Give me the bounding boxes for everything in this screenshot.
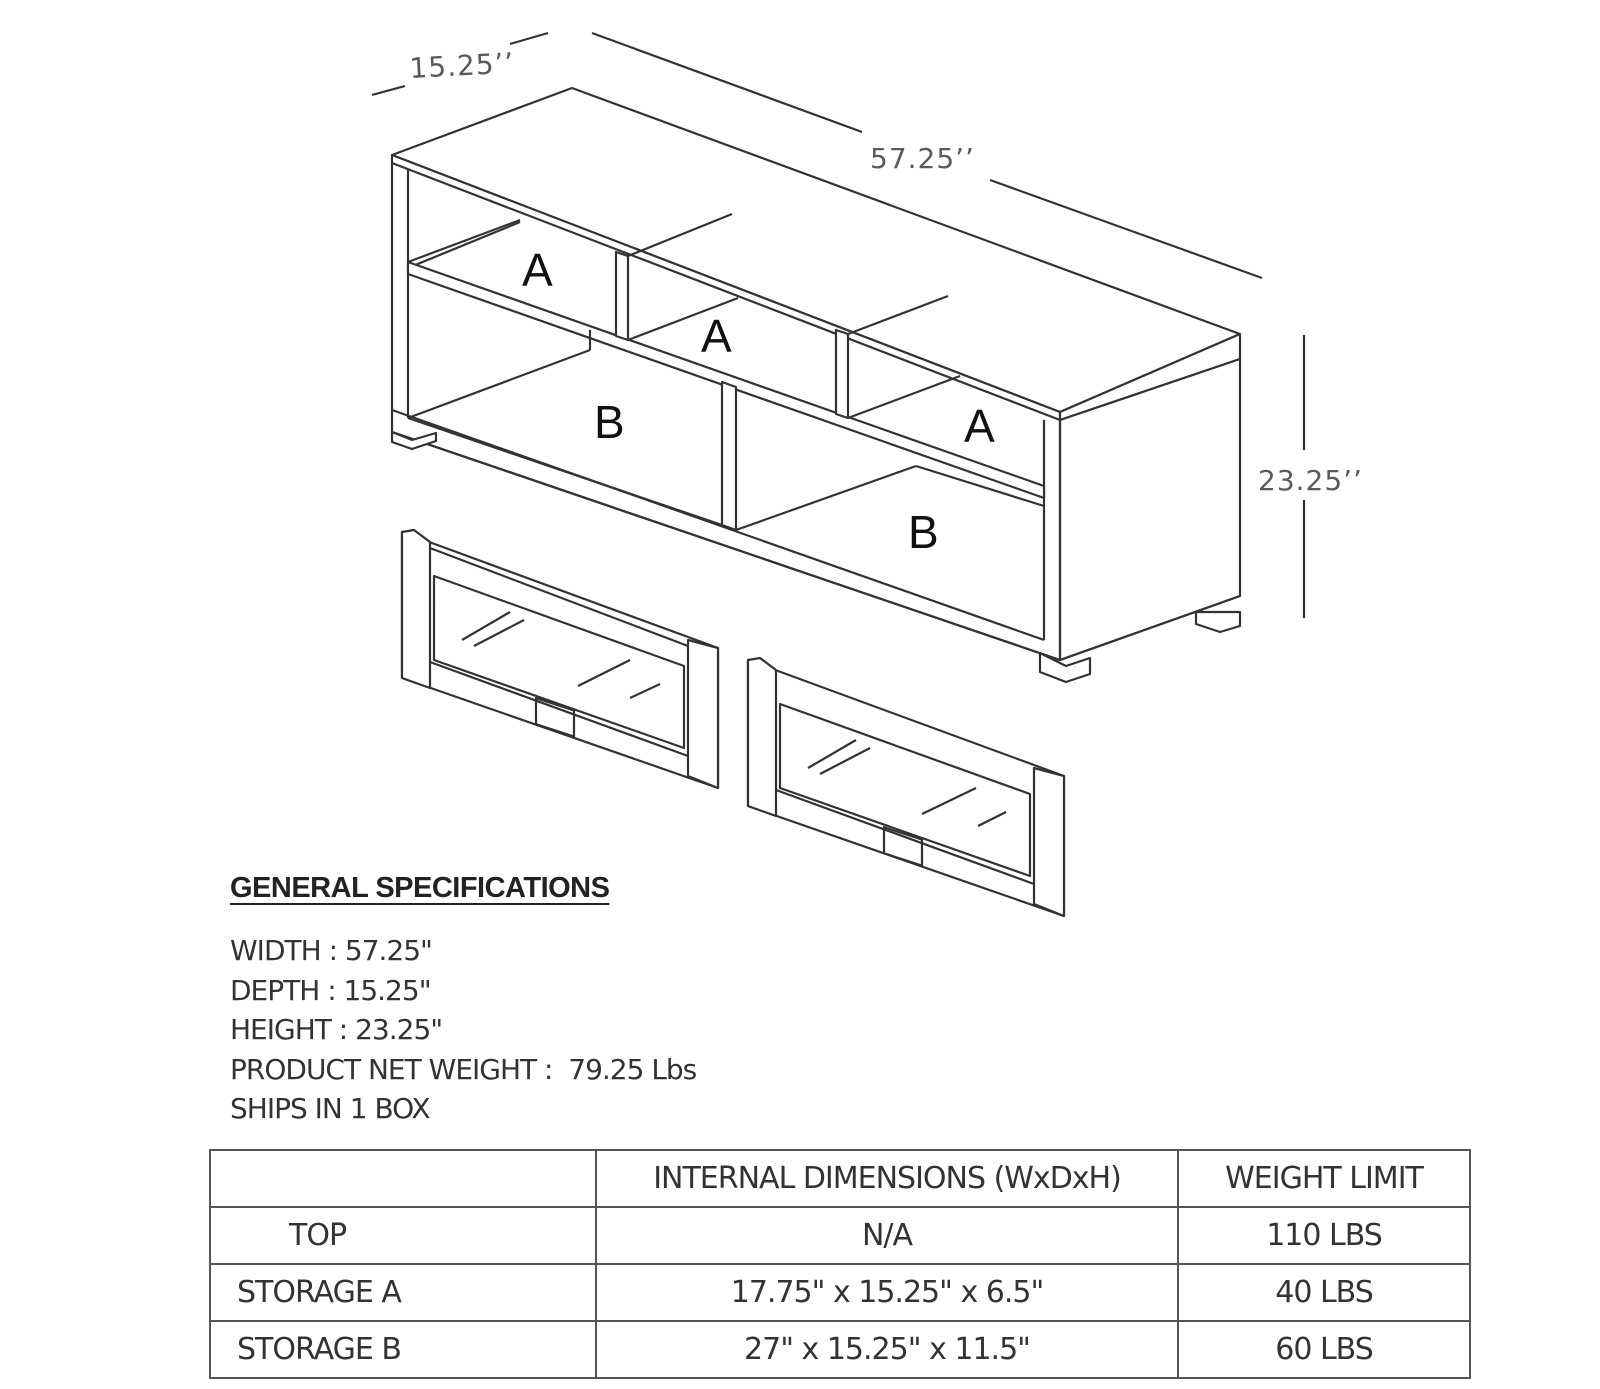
table-header-weight-limit: WEIGHT LIMIT bbox=[1178, 1150, 1470, 1207]
row-weight-limit: 60 LBS bbox=[1178, 1321, 1470, 1378]
table-row bbox=[210, 1207, 1470, 1264]
right-glass-door bbox=[748, 658, 1064, 916]
row-weight-limit: 40 LBS bbox=[1178, 1264, 1470, 1321]
row-label: TOP bbox=[210, 1207, 596, 1264]
width-dimension-label: 57.25’’ bbox=[870, 142, 975, 175]
table-header-empty bbox=[210, 1150, 596, 1207]
spec-height: HEIGHT : 23.25" bbox=[230, 1013, 443, 1046]
table-row bbox=[210, 1264, 1470, 1321]
general-specifications bbox=[230, 872, 696, 1129]
row-weight-limit: 110 LBS bbox=[1178, 1207, 1470, 1264]
compartment-a-middle: A bbox=[701, 310, 732, 362]
row-dimensions: 17.75" x 15.25" x 6.5" bbox=[596, 1264, 1178, 1321]
row-dimensions: N/A bbox=[596, 1207, 1178, 1264]
spec-weight: PRODUCT NET WEIGHT : 79.25 Lbs bbox=[230, 1052, 697, 1086]
weight-limits-table bbox=[209, 1149, 1471, 1379]
table-row bbox=[210, 1321, 1470, 1378]
left-glass-door bbox=[402, 530, 718, 788]
height-dimension-label: 23.25’’ bbox=[1258, 464, 1363, 497]
spec-boxes: SHIPS IN 1 BOX bbox=[230, 1092, 430, 1125]
table-header-dimensions: INTERNAL DIMENSIONS (WxDxH) bbox=[596, 1150, 1178, 1207]
row-label: STORAGE B bbox=[210, 1321, 596, 1378]
compartment-a-left: A bbox=[522, 244, 553, 296]
compartment-a-right: A bbox=[964, 400, 995, 452]
depth-dimension-label: 15.25’’ bbox=[408, 46, 516, 85]
spec-width: WIDTH : 57.25" bbox=[230, 934, 432, 967]
row-dimensions: 27" x 15.25" x 11.5" bbox=[596, 1321, 1178, 1378]
specifications-title: GENERAL SPECIFICATIONS bbox=[230, 872, 610, 904]
compartment-b-left: B bbox=[594, 396, 625, 448]
table-header-row bbox=[210, 1150, 1470, 1207]
compartment-b-right: B bbox=[908, 506, 939, 558]
spec-depth: DEPTH : 15.25" bbox=[230, 973, 431, 1007]
row-label: STORAGE A bbox=[210, 1264, 596, 1321]
